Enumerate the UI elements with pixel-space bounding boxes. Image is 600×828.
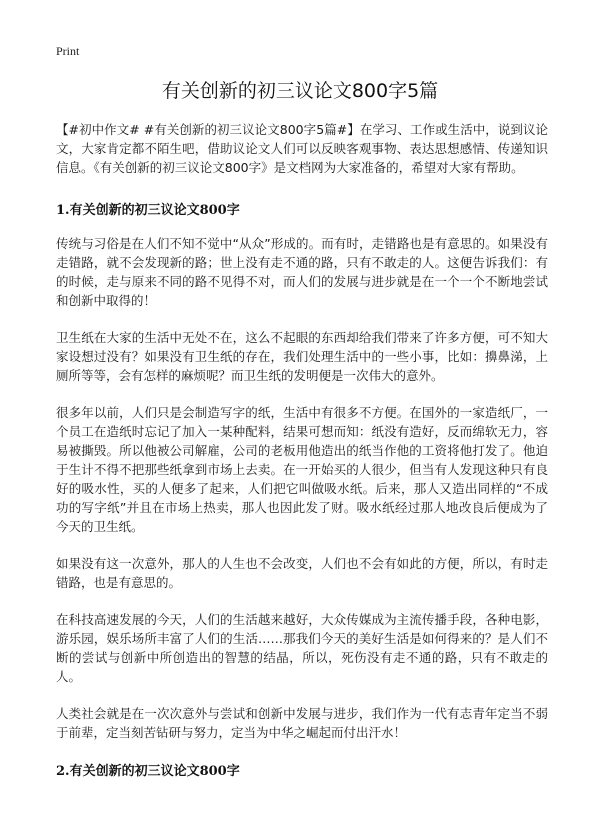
section-1-heading: 1.有关创新的初三议论文800字	[56, 203, 240, 218]
intro-tag: 【#初中作文# #有关创新的初三议论文800字5篇#】	[56, 122, 360, 137]
section-1-paragraph-4: 如果没有这一次意外，那人的人生也不会改变，人们也不会有如此的方便，所以，有时走错路，也是有意思的。	[56, 556, 548, 590]
section-1-paragraph-3: 很多年以前，人们只是会制造写字的纸，生活中有很多不方便。在国外的一家造纸厂，一个员工在造纸时忘记了加入一某种配料，结果可想而知：纸没有造好，反而绵软无力，容易被撕毁。所以他被公司解雇，公司的老板用他造出的纸当作他的工资将他打发了。他迫于生计不得不把那些纸拿到市场上去卖。在一开始买的人很少，但当有人发现这种只有良好的吸水性，买的人便多了起来，人们把它叫做吸水纸。后来，那人又造出同样的“不成功的写字纸”并且在市场上热卖，那人也因此发了财。吸水纸经过那人地改良后便成为了今天的卫生纸。	[56, 405, 548, 534]
intro-text: 在学习、工作或生活中，说到议论文，大家肯定都不陌生吧，借助议论文人们可以反映客观事物、表达思想感情、传递知识信息。《有关创新的初三议论文800字》是文档网为大家准备的，希望对大家有帮助。	[56, 122, 548, 175]
section-2-heading: 2.有关创新的初三议论文800字	[56, 764, 240, 779]
section-1-paragraph-5: 在科技高速发展的今天，人们的生活越来越好，大众传媒成为主流传播手段，各种电影，游乐园，娱乐场所丰富了人们的生活……那我们今天的美好生活是如何得来的？是人们不断的尝试与创新中所创造出的智慧的结晶，所以，死伤没有走不通的路，只有不敢走的人。	[56, 612, 548, 684]
page-title: 有关创新的初三议论文800字5篇	[161, 80, 439, 102]
section-1-paragraph-6: 人类社会就是在一次次意外与尝试和创新中发展与进步，我们作为一代有志青年定当不弱于前辈，定当刻苦钻研与努力，定当为中华之崛起而付出汗水！	[56, 706, 548, 740]
article-body	[56, 120, 548, 795]
section-1-paragraph-1: 传统与习俗是在人们不知不觉中“从众”形成的。而有时，走错路也是有意思的。如果没有走错路，就不会发现新的路；世上没有走不通的路，只有不敢走的人。这便告诉我们：有的时候，走与原来不同的路不见得不对，而人们的发展与进步就是在一个一个不断地尝试和创新中取得的！	[56, 236, 548, 308]
intro-paragraph	[56, 120, 548, 177]
section-1-paragraph-2: 卫生纸在大家的生活中无处不在，这么不起眼的东西却给我们带来了许多方便，可不知大家设想过没有？如果没有卫生纸的存在，我们处理生活中的一些小事，比如：擤鼻涕，上厕所等等，会有怎样的麻烦呢？而卫生纸的发明便是一次伟大的意外。	[56, 330, 548, 383]
print-link[interactable]: Print	[56, 44, 80, 58]
